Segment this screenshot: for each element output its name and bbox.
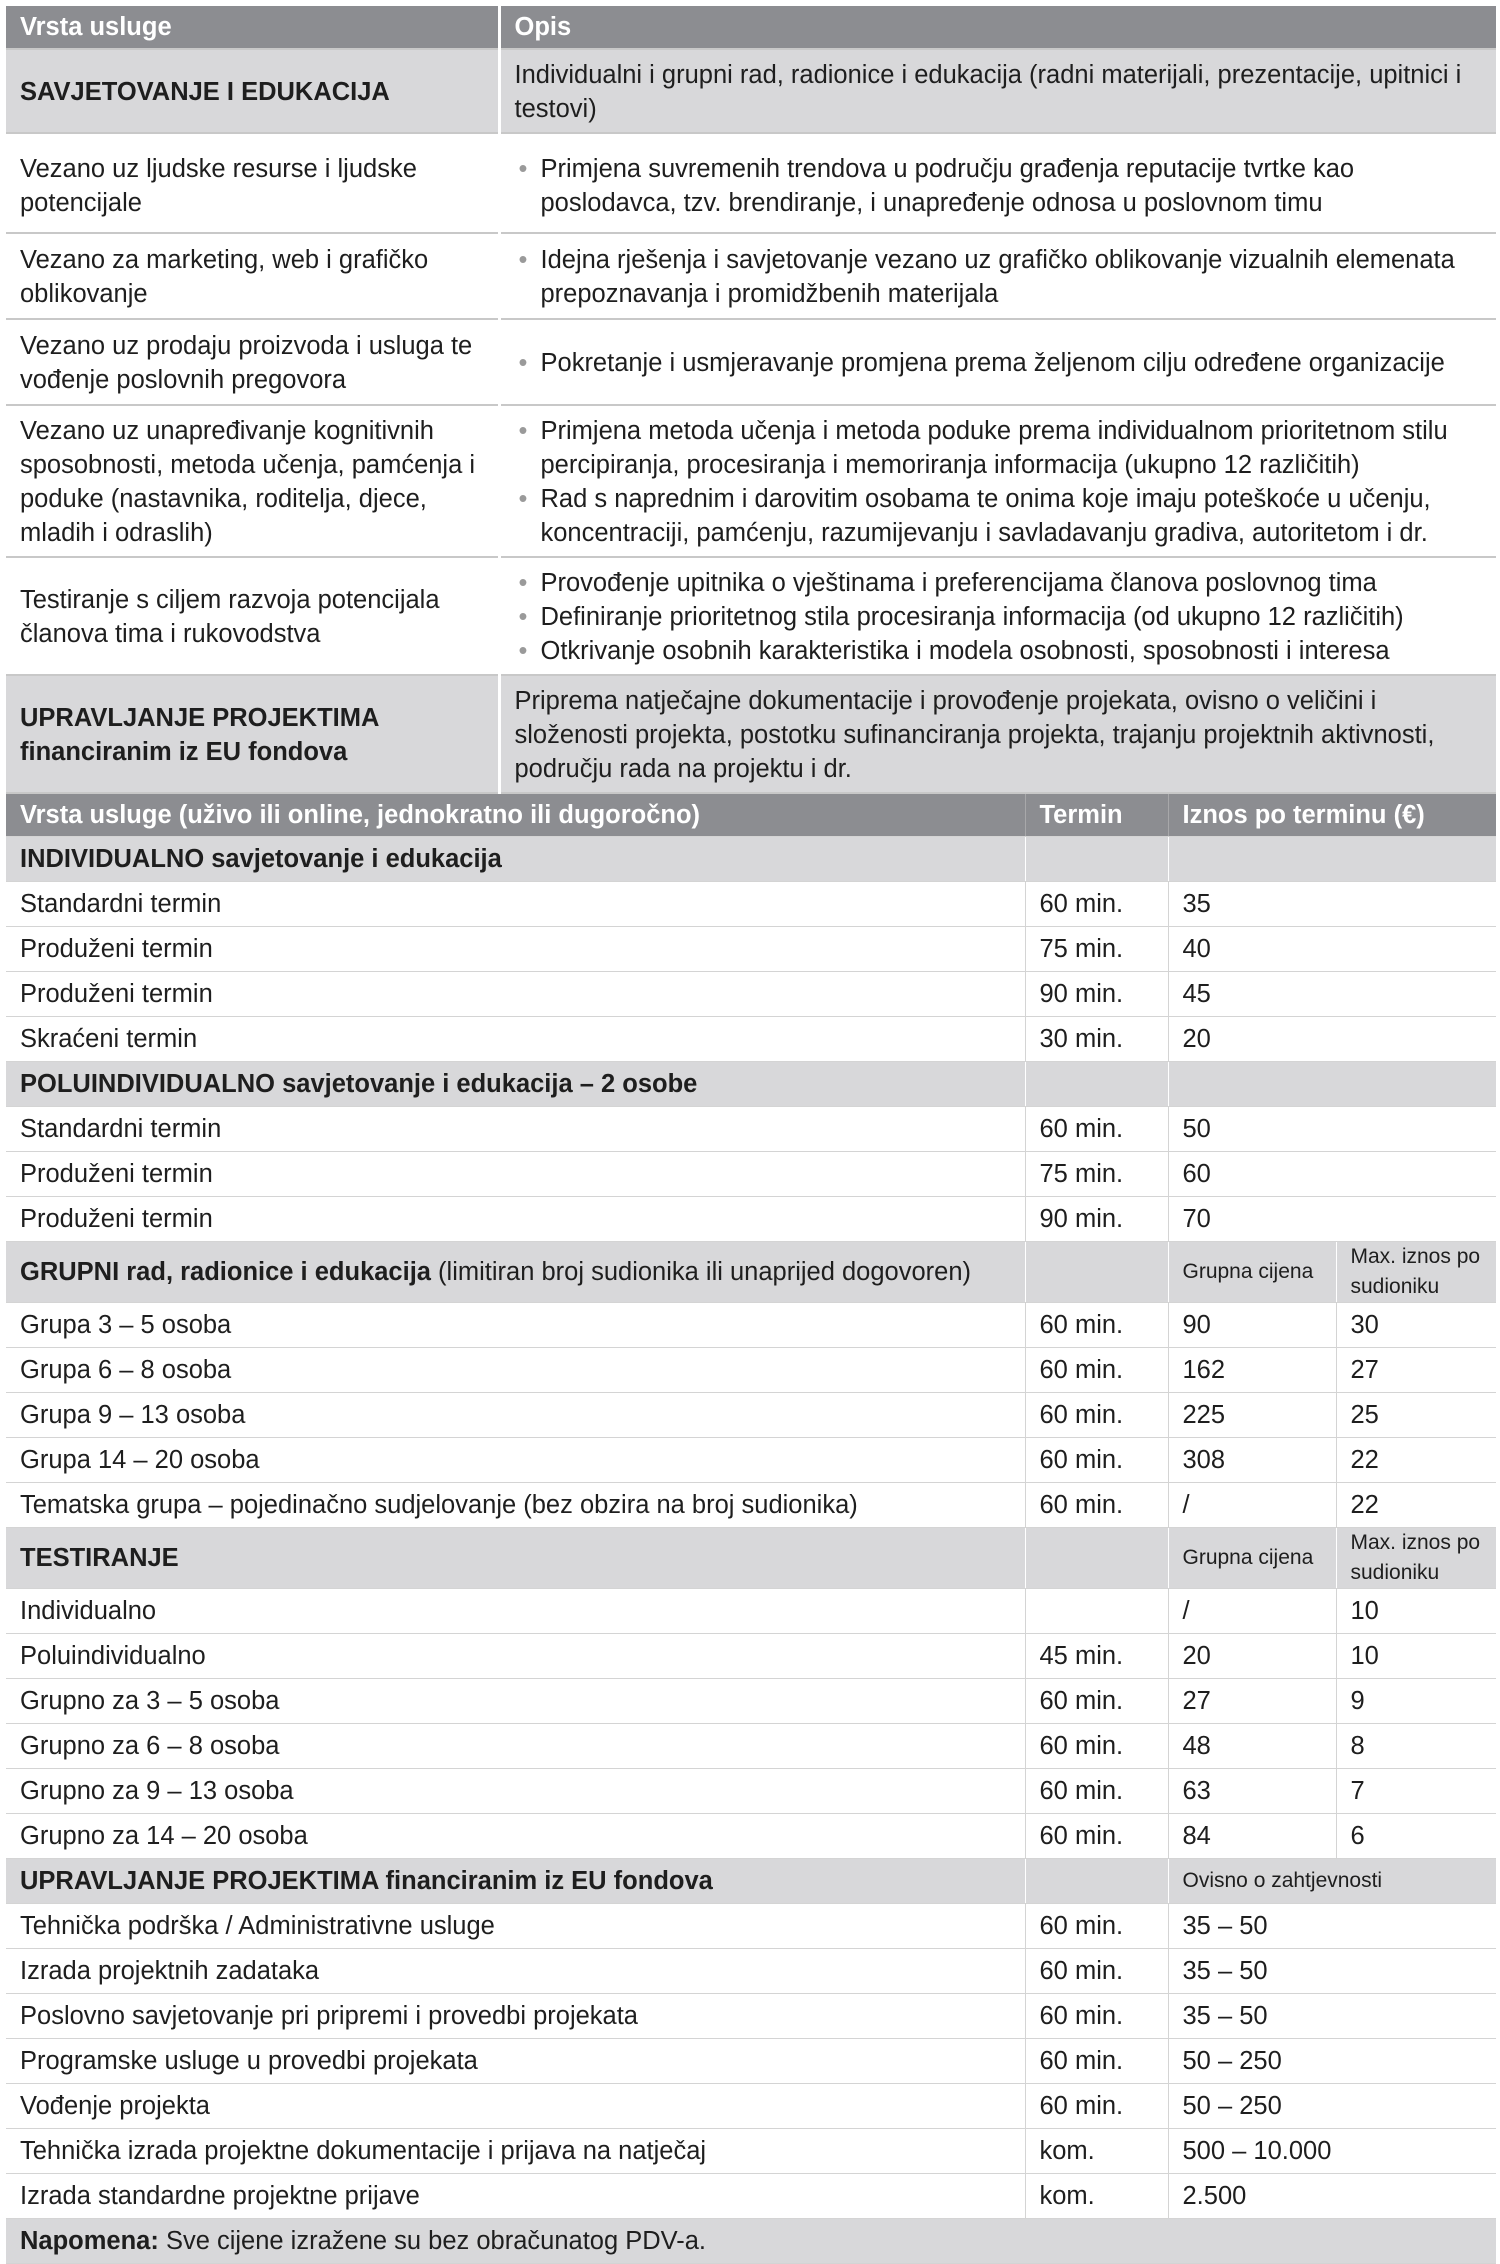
price-row-name: Standardni termin (6, 1107, 1025, 1152)
price-row-name: Individualno (6, 1589, 1025, 1634)
price-row-amount: 2.500 (1168, 2174, 1496, 2219)
price-row-name: Tematska grupa – pojedinačno sudjelovanje (bez obzira na broj sudionika) (6, 1483, 1025, 1528)
price-row-name: Poluindividualno (6, 1634, 1025, 1679)
price-row (6, 1904, 1496, 1949)
upravljanje-section-description: Priprema natječajne dokumentacije i provođenje projekata, ovisno o veličini i složenosti projekta, postotku sufinanciranja projekta, trajanju projektnih aktivnosti, području rada na projektu i dr. (499, 675, 1496, 793)
price-row-name: Tehnička podrška / Administrativne usluge (6, 1904, 1025, 1949)
price-row-name: Produženi termin (6, 972, 1025, 1017)
price-row-name: Standardni termin (6, 882, 1025, 927)
price-row (6, 1994, 1496, 2039)
price-row-term: 60 min. (1025, 1679, 1168, 1724)
price-row-amount: 50 – 250 (1168, 2084, 1496, 2129)
price-row-term: 45 min. (1025, 1634, 1168, 1679)
term-column-header: Termin (1025, 794, 1168, 837)
savjetovanje-section-row (6, 49, 1496, 133)
price-row-term: 60 min. (1025, 1438, 1168, 1483)
max-amount-column-header: Max. iznos po sudioniku (1336, 1242, 1496, 1303)
service-name: Vezano za marketing, web i grafičko oblikovanje (6, 233, 499, 319)
price-row-term: 60 min. (1025, 1949, 1168, 1994)
poluindividualno-section-row (6, 1062, 1496, 1107)
price-row-name: Grupa 3 – 5 osoba (6, 1303, 1025, 1348)
price-row-name: Skraćeni termin (6, 1017, 1025, 1062)
price-row (6, 2129, 1496, 2174)
price-row-term: 60 min. (1025, 2039, 1168, 2084)
price-row-term: kom. (1025, 2174, 1168, 2219)
price-row-name: Grupa 6 – 8 osoba (6, 1348, 1025, 1393)
grupni-section-row (6, 1242, 1496, 1303)
upravljanje-section-row (6, 675, 1496, 793)
description-bullet: • Primjena metoda učenja i metoda poduke prema individualnom prioritetnom stilu percipiranja, procesiranja i memoriranja informacija (ukupno 12 različitih) (515, 414, 1483, 482)
price-table (6, 794, 1496, 2264)
price-row-name: Produženi termin (6, 1152, 1025, 1197)
price-list-document (6, 6, 1496, 2264)
price-row-group: 27 (1168, 1679, 1336, 1724)
price-row-name: Grupno za 3 – 5 osoba (6, 1679, 1025, 1724)
service-description (499, 557, 1496, 675)
price-row (6, 927, 1496, 972)
testiranje-section-row (6, 1528, 1496, 1589)
savjetovanje-section-title: SAVJETOVANJE I EDUKACIJA (6, 49, 499, 133)
section-title: POLUINDIVIDUALNO savjetovanje i edukacija – 2 osobe (6, 1062, 1025, 1107)
price-row-amount: 35 – 50 (1168, 1994, 1496, 2039)
price-row-name: Grupno za 6 – 8 osoba (6, 1724, 1025, 1769)
price-row-amount: 70 (1168, 1197, 1496, 1242)
price-row-amount: 50 (1168, 1107, 1496, 1152)
price-row (6, 2174, 1496, 2219)
price-row-group: 162 (1168, 1348, 1336, 1393)
price-row (6, 2039, 1496, 2084)
price-row (6, 1393, 1496, 1438)
price-service-column-header: Vrsta usluge (uživo ili online, jednokratno ili dugoročno) (6, 794, 1025, 837)
price-row-max: 9 (1336, 1679, 1496, 1724)
price-row-name: Tehnička izrada projektne dokumentacije i prijava na natječaj (6, 2129, 1025, 2174)
price-row-term (1025, 1589, 1168, 1634)
description-bullet: • Rad s naprednim i darovitim osobama te onima koje imaju poteškoće u učenju, koncentraciji, pamćenju, razumijevanju i savladavanju gradiva, autoritetom i dr. (515, 482, 1483, 550)
service-row (6, 405, 1496, 557)
price-row (6, 1769, 1496, 1814)
price-row (6, 1152, 1496, 1197)
section-title-bold: GRUPNI rad, radionice i edukacija (20, 1258, 431, 1286)
price-row-group: / (1168, 1483, 1336, 1528)
price-row-term: 60 min. (1025, 1994, 1168, 2039)
price-row-amount: 60 (1168, 1152, 1496, 1197)
price-row (6, 882, 1496, 927)
price-row (6, 1017, 1496, 1062)
service-description (499, 405, 1496, 557)
price-row-max: 27 (1336, 1348, 1496, 1393)
price-row-term: kom. (1025, 2129, 1168, 2174)
price-row-group: / (1168, 1589, 1336, 1634)
price-row-amount: 45 (1168, 972, 1496, 1017)
price-row (6, 1724, 1496, 1769)
price-row (6, 1949, 1496, 1994)
price-row-name: Izrada projektnih zadataka (6, 1949, 1025, 1994)
service-name: Vezano uz unapređivanje kognitivnih sposobnosti, metoda učenja, pamćenja i poduke (nastavnika, roditelja, djece, mladih i odraslih) (6, 405, 499, 557)
price-row-term: 60 min. (1025, 1814, 1168, 1859)
price-row-amount: 35 – 50 (1168, 1904, 1496, 1949)
upravljanje-price-section-row (6, 1859, 1496, 1904)
price-row-max: 22 (1336, 1438, 1496, 1483)
service-name: Vezano uz prodaju proizvoda i usluga te vođenje poslovnih pregovora (6, 319, 499, 405)
price-row (6, 1589, 1496, 1634)
section-title: TESTIRANJE (6, 1528, 1025, 1589)
price-row-max: 10 (1336, 1589, 1496, 1634)
footer-note-label: Napomena: (20, 2227, 159, 2255)
price-row-name: Grupno za 9 – 13 osoba (6, 1769, 1025, 1814)
price-row-max: 22 (1336, 1483, 1496, 1528)
price-row-max: 8 (1336, 1724, 1496, 1769)
price-row-amount: 500 – 10.000 (1168, 2129, 1496, 2174)
description-bullet: • Pokretanje i usmjeravanje promjena prema željenom cilju određene organizacije (515, 346, 1483, 380)
price-row-term: 60 min. (1025, 1393, 1168, 1438)
price-row-max: 25 (1336, 1393, 1496, 1438)
price-row-term: 60 min. (1025, 882, 1168, 927)
price-row-term: 60 min. (1025, 1904, 1168, 1949)
price-row (6, 2084, 1496, 2129)
price-row (6, 1348, 1496, 1393)
price-row-term: 30 min. (1025, 1017, 1168, 1062)
price-row-name: Programske usluge u provedbi projekata (6, 2039, 1025, 2084)
price-row-name: Grupno za 14 – 20 osoba (6, 1814, 1025, 1859)
service-row (6, 319, 1496, 405)
price-row-amount: 35 (1168, 882, 1496, 927)
section-title-rest: (limitiran broj sudionika ili unaprijed dogovoren) (430, 1258, 971, 1286)
service-column-header: Vrsta usluge (6, 6, 499, 49)
footer-note-text: Sve cijene izražene su bez obračunatog PDV-a. (158, 2227, 707, 2255)
section-title: UPRAVLJANJE PROJEKTIMA financiranim iz EU fondova (6, 1859, 1025, 1904)
price-table-header (6, 794, 1496, 837)
description-bullet: • Provođenje upitnika o vještinama i preferencijama članova poslovnog tima (515, 566, 1483, 600)
price-row (6, 1634, 1496, 1679)
price-row-amount: 20 (1168, 1017, 1496, 1062)
price-row-group: 84 (1168, 1814, 1336, 1859)
price-row (6, 1814, 1496, 1859)
price-row-max: 7 (1336, 1769, 1496, 1814)
price-row-term: 60 min. (1025, 1107, 1168, 1152)
price-row-name: Izrada standardne projektne prijave (6, 2174, 1025, 2219)
service-row (6, 138, 1496, 233)
price-row (6, 1303, 1496, 1348)
price-row-name: Grupa 9 – 13 osoba (6, 1393, 1025, 1438)
price-row-group: 308 (1168, 1438, 1336, 1483)
individualno-section-row (6, 837, 1496, 882)
service-description (499, 138, 1496, 233)
price-row-name: Poslovno savjetovanje pri pripremi i provedbi projekata (6, 1994, 1025, 2039)
price-row-term: 60 min. (1025, 2084, 1168, 2129)
price-row-max: 6 (1336, 1814, 1496, 1859)
section-title: INDIVIDUALNO savjetovanje i edukacija (6, 837, 1025, 882)
price-row-name: Produženi termin (6, 927, 1025, 972)
service-row (6, 233, 1496, 319)
price-row-term: 90 min. (1025, 1197, 1168, 1242)
group-price-column-header: Grupna cijena (1168, 1242, 1336, 1303)
price-row-group: 20 (1168, 1634, 1336, 1679)
price-row-term: 90 min. (1025, 972, 1168, 1017)
price-row-amount: 40 (1168, 927, 1496, 972)
price-row-name: Grupa 14 – 20 osoba (6, 1438, 1025, 1483)
services-table-header (6, 6, 1496, 49)
upravljanje-section-title: UPRAVLJANJE PROJEKTIMA financiranim iz EU fondova (6, 675, 499, 793)
price-row (6, 1107, 1496, 1152)
price-row-name: Produženi termin (6, 1197, 1025, 1242)
services-description-table (6, 6, 1496, 794)
price-row-group: 225 (1168, 1393, 1336, 1438)
price-row-term: 60 min. (1025, 1483, 1168, 1528)
service-description (499, 319, 1496, 405)
section-title (6, 1242, 1025, 1303)
price-row-max: 30 (1336, 1303, 1496, 1348)
price-row-group: 90 (1168, 1303, 1336, 1348)
description-column-header: Opis (499, 6, 1496, 49)
price-row-term: 60 min. (1025, 1724, 1168, 1769)
service-name: Vezano uz ljudske resurse i ljudske potencijale (6, 138, 499, 233)
price-row-term: 60 min. (1025, 1769, 1168, 1814)
price-row-group: 48 (1168, 1724, 1336, 1769)
price-row-group: 63 (1168, 1769, 1336, 1814)
description-bullet: • Primjena suvremenih trendova u području građenja reputacije tvrtke kao poslodavca, tzv. brendiranje, i unapređenje odnosa u poslovnom timu (515, 152, 1483, 220)
price-row-amount: 35 – 50 (1168, 1949, 1496, 1994)
footer-note (6, 2219, 1496, 2264)
price-row (6, 1197, 1496, 1242)
price-row (6, 972, 1496, 1017)
description-bullet: • Idejna rješenja i savjetovanje vezano uz grafičko oblikovanje vizualnih elemenata prepoznavanja i promidžbenih materijala (515, 243, 1483, 311)
price-row-amount: 50 – 250 (1168, 2039, 1496, 2084)
amount-column-header: Iznos po terminu (€) (1168, 794, 1496, 837)
description-bullet: • Definiranje prioritetnog stila procesiranja informacija (od ukupno 12 različitih) (515, 600, 1483, 634)
description-bullet: • Otkrivanje osobnih karakteristika i modela osobnosti, sposobnosti i interesa (515, 634, 1483, 668)
price-row-name: Vođenje projekta (6, 2084, 1025, 2129)
price-row-term: 60 min. (1025, 1348, 1168, 1393)
price-row-term: 75 min. (1025, 1152, 1168, 1197)
service-description (499, 233, 1496, 319)
price-row-term: 60 min. (1025, 1303, 1168, 1348)
footer-note-row (6, 2219, 1496, 2264)
service-name: Testiranje s ciljem razvoja potencijala članova tima i rukovodstva (6, 557, 499, 675)
service-row (6, 557, 1496, 675)
max-amount-column-header: Max. iznos po sudioniku (1336, 1528, 1496, 1589)
price-row (6, 1679, 1496, 1724)
price-row-max: 10 (1336, 1634, 1496, 1679)
group-price-column-header: Grupna cijena (1168, 1528, 1336, 1589)
price-row-term: 75 min. (1025, 927, 1168, 972)
price-row (6, 1483, 1496, 1528)
demand-note: Ovisno o zahtjevnosti (1168, 1859, 1496, 1904)
price-row (6, 1438, 1496, 1483)
savjetovanje-section-description: Individualni i grupni rad, radionice i edukacija (radni materijali, prezentacije, upitnici i testovi) (499, 49, 1496, 133)
